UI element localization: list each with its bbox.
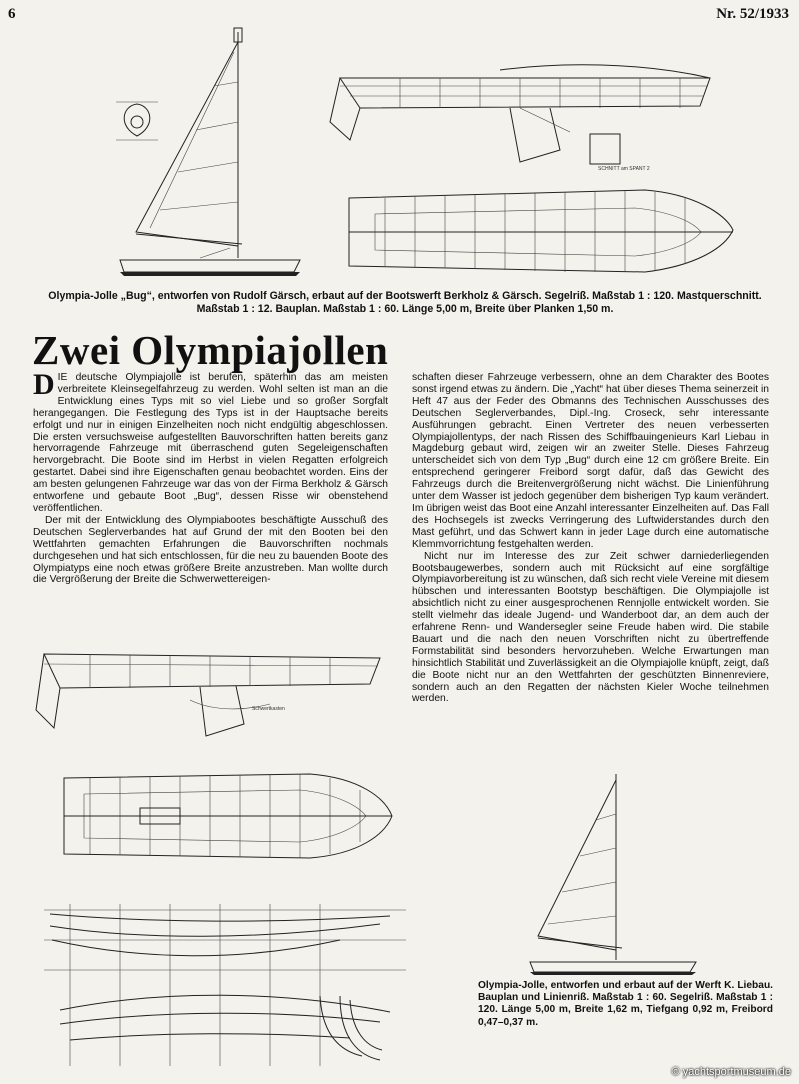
paragraph: Der mit der Entwicklung des Olympiabootes beschäftigte Ausschuß des Deutschen Seglerverbandes hat auf Grund der mit den Booten bei den Wettfahrten gemachten Erfahrungen die Bauvorschriften nochmals durchgesehen und hat sich entschlossen, für die neu zu bauenden Boote des Olympiatyps eine noch etwas größere Breite anzustreben. Man wollte durch die Vergrößerung der Breite die Schwerwettereigen- <box>33 514 388 586</box>
paragraph: schaften dieser Fahrzeuge verbessern, ohne an dem Charakter des Bootes sonst irgend etwas zu ändern. Die „Yacht“ hat über dieses Thema seinerzeit in Heft 47 aus der Feder des Obmanns des Technischen Ausschusses des Deutschen Seglerverbandes, Dipl.-Ing. Croseck, sehr interessante Ausführungen gebracht. Einen Vertreter des neuen verbesserten Olympiajollentyps, der nach Rissen des Schiffbauingenieurs Karl Liebau in Magdeburg gebaut wird, zeigen wir an zweiter Stelle. Dieses Fahrzeug unterscheidet sich von dem Typ „Bug“ durch eine 12 cm größere Breite. Ein entsprechend geringerer Freibord sorgt dafür, daß das Gewicht des Fahrzeugs durch die Breitenvergrößerung nicht wächst. Die Linienführung unter dem Wasser ist jedoch gegenüber dem bisherigen Typ kaum verändert. Im übrigen weist das Boot eine Anzahl interessanter Einzelheiten auf. Das Fall des Hochsegels ist zwecks Verringerung des Luftwiderstandes durch den Mast geführt, und das Schwert kann in jeder Lage durch eine automatische Klemmvorrichtung festgehalten werden. <box>412 372 769 550</box>
paragraph: Nicht nur im Interesse des zur Zeit schwer darniederliegenden Bootsbaugewerbes, sondern auch mit Rücksicht auf eine sorgfältige Olympiavorbereitung ist zu wünschen, daß sich recht viele Vereine mit diesem hübschen und interessanten Bootstyp beschäftigen. Die Olympiajolle ist absichtlich nicht zu einer ausgesprochenen Rennjolle entwickelt worden. Sie stellt vielmehr das ideale Jugend- und Wanderboot dar, an dem auch der erfahrene Renn- und Wandersegler seine Freude haben wird. Die stabile Bauart und die nach den neuen Vorschriften nicht zu übertreffende Formstabilität sind besonders hervorzuheben. Welche Erwartungen man hinsichtlich Stabilität und Zuverlässigkeit an die Olympiajolle knüpft, zeigt, daß die Boote nicht nur an den Wettfahrten der geschützten Binnenreviere, sondern auch an den Regatten der nächsten Kieler Woche teilnehmen werden. <box>412 550 769 705</box>
profile-plan-bug <box>320 62 740 172</box>
drop-cap: D <box>33 368 55 401</box>
sail-plan-bug <box>110 22 330 282</box>
article-column-left <box>33 368 388 586</box>
issue-number: Nr. 52/1933 <box>716 6 789 22</box>
top-figure-caption: Olympia-Jolle „Bug“, entworfen von Rudolf Gärsch, erbaut auf der Bootswerft Berkholz & Gärsch. Segelriß. Maßstab 1 : 120. Mastquerschnitt. Maßstab 1 : 12. Bauplan. Maßstab 1 : 60. Länge 5,00 m, Breite über Planken 1,50 m. <box>48 290 762 315</box>
profile-plan-liebau <box>30 640 390 750</box>
paragraph: DIE deutsche Olympiajolle ist berufen, späterhin das am meisten verbreitete Kleinsegelfahrzeug zu werden. Wohl selten ist man an die Entwicklung eines Typs mit so viel Liebe und so großer Sorgfalt herangegangen. Die Festlegung des Typs ist in der Hauptsache bereits erfolgt und nur in einigen Einzelheiten noch nicht endgültig abgeschlossen. Die ersten versuchsweise aufgestellten Bauvorschriften hatten bereits ganz hervorragende Fahrzeuge mit überraschend guten Segeleigenschaften hervorgebracht. Die Boote sind im Herbst in vielen Regatten erfolgreich gestartet. Dabei sind ihre Eigenschaften genau beobachtet worden. Eins der am besten gelungenen Fahrzeuge war das von der Firma Berkholz & Gärsch entworfene und gebaute Boot „Bug“, dessen Risse wir obenstehend veröffentlichen. <box>33 368 388 514</box>
watermark: © yachtsportmuseum.de <box>671 1066 791 1078</box>
construction-plan-bug <box>345 184 735 279</box>
sail-plan-liebau <box>520 770 720 975</box>
article-column-right <box>412 372 769 705</box>
page-number: 6 <box>8 6 16 22</box>
lines-plan-liebau <box>40 900 410 1070</box>
bottom-figure-caption: Olympia-Jolle, entworfen und erbaut auf der Werft K. Liebau. Bauplan und Linienriß. Maßstab 1 : 60. Segelriß. Maßstab 1 : 120. Länge 5,00 m, Breite 1,62 m, Tiefgang 0,92 m, Freibord 0,47–0,37 m. <box>478 980 773 1028</box>
hull-note: Schwertkasten <box>252 706 285 712</box>
article-title: Zwei Olympiajollen <box>32 327 389 373</box>
section-note: SCHNITT am SPANT 2 <box>598 166 650 172</box>
mast-section-drawing <box>112 96 162 146</box>
construction-plan-liebau <box>60 768 400 868</box>
